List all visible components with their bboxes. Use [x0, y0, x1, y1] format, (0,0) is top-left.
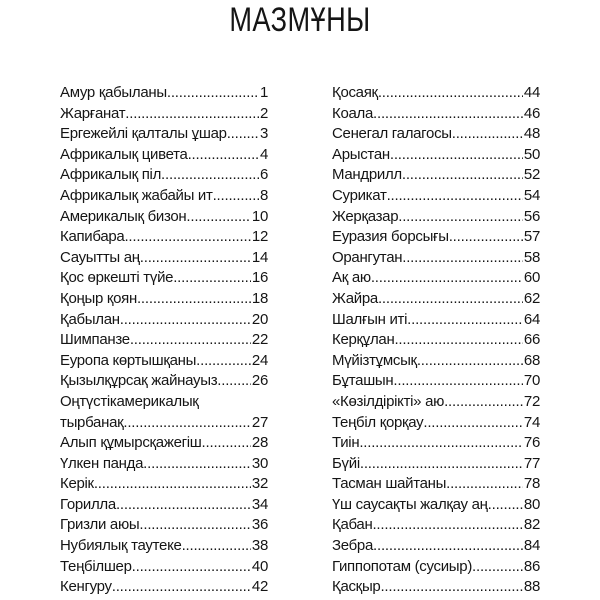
- leader-dots: [417, 351, 523, 372]
- toc-entry-title: Үш саусақты жалқау аң: [332, 495, 488, 513]
- toc-entry: [332, 474, 540, 495]
- toc-entry-title: Шимпанзе: [60, 331, 130, 349]
- toc-entry-page-number: 34: [251, 495, 268, 513]
- toc-entry-title: Африкалық жабайы ит: [60, 186, 213, 204]
- leader-dots: [449, 227, 523, 248]
- toc-entry-page-number: 30: [251, 454, 268, 472]
- toc-entry-title: Оңтүстікамерикалық: [60, 392, 199, 410]
- toc-entry: [332, 433, 540, 454]
- toc-entry: [332, 557, 540, 578]
- leader-dots: [139, 515, 251, 536]
- toc-entry-page-number: 48: [523, 125, 540, 143]
- toc-entry-page-number: 76: [523, 434, 540, 452]
- leader-dots: [132, 557, 251, 578]
- leader-dots: [186, 207, 251, 228]
- leader-dots: [378, 83, 523, 104]
- toc-entry-title: Тасман шайтаны: [332, 475, 447, 493]
- toc-entry-title: Тиін: [332, 434, 360, 452]
- toc-entry: [60, 454, 268, 475]
- toc-entry: [60, 207, 268, 228]
- toc-entry: [60, 392, 268, 413]
- toc-entry-page-number: 66: [523, 331, 540, 349]
- leader-dots: [393, 371, 523, 392]
- toc-entry: [60, 289, 268, 310]
- toc-entry-page-number: 36: [251, 516, 268, 534]
- toc-left-column: [60, 83, 268, 598]
- toc-entry-title: Қоңыр қоян: [60, 289, 137, 307]
- toc-entry-title: Орангутан: [332, 248, 403, 266]
- leader-dots: [120, 310, 251, 331]
- toc-entry: [332, 289, 540, 310]
- toc-entry-page-number: 50: [523, 145, 540, 163]
- toc-entry-title: Бұташын: [332, 372, 394, 390]
- toc-entry: [332, 454, 540, 475]
- toc-entry: [332, 227, 540, 248]
- leader-dots: [161, 165, 259, 186]
- toc-entry: [60, 495, 268, 516]
- toc-entry-page-number: 64: [523, 310, 540, 328]
- toc-entry-title: Керқұлан: [332, 331, 395, 349]
- toc-entry: [332, 186, 540, 207]
- leader-dots: [94, 474, 251, 495]
- leader-dots: [423, 413, 523, 434]
- leader-dots: [373, 104, 523, 125]
- toc-entry: [332, 330, 540, 351]
- toc-entry-title: Еуразия борсығы: [332, 228, 449, 246]
- toc-entry-page-number: 82: [523, 516, 540, 534]
- leader-dots: [446, 474, 523, 495]
- toc-entry-title: Сауытты аң: [60, 248, 140, 266]
- toc-entry: [60, 104, 268, 125]
- toc-entry-title: Қосаяқ: [332, 84, 378, 101]
- toc-entry-page-number: 1: [259, 84, 268, 101]
- toc-entry: [332, 310, 540, 331]
- toc-entry: [332, 207, 540, 228]
- leader-dots: [407, 310, 523, 331]
- toc-entry: [60, 83, 268, 104]
- toc-entry-title: Кенгуру: [60, 578, 112, 596]
- leader-dots: [398, 207, 523, 228]
- toc-entry-title: Амур қабыланы: [60, 84, 167, 101]
- toc-entry: [60, 515, 268, 536]
- toc-entry-page-number: 57: [523, 228, 540, 246]
- leader-dots: [380, 577, 522, 598]
- leader-dots: [173, 268, 251, 289]
- toc-entry: [332, 413, 540, 434]
- toc-entry: [60, 413, 268, 434]
- leader-dots: [227, 124, 259, 145]
- toc-entry-title: Мүйізтұмсық: [332, 351, 417, 369]
- toc-entry-title: Еуропа көртышқаны: [60, 351, 197, 369]
- toc-entry-title: «Көзілдірікті» аю: [332, 392, 445, 410]
- toc-entry-page-number: 86: [523, 557, 540, 575]
- toc-entry: [60, 124, 268, 145]
- toc-entry: [332, 392, 540, 413]
- toc-entry-title: Қос өркешті түйе: [60, 269, 174, 287]
- toc-entry-title: Үлкен панда: [60, 454, 144, 472]
- toc-entry: [332, 515, 540, 536]
- toc-entry-title: Жерқазар: [332, 207, 399, 225]
- toc-entry-title: Теңбілшер: [60, 557, 132, 575]
- toc-entry: [60, 268, 268, 289]
- toc-entry-page-number: 32: [251, 475, 268, 493]
- toc-entry: [332, 495, 540, 516]
- toc-entry-page-number: 2: [259, 104, 268, 122]
- toc-entry-title: Гиппопотам (сусиыр): [332, 557, 473, 575]
- toc-entry-page-number: 20: [251, 310, 268, 328]
- leader-dots: [488, 495, 523, 516]
- leader-dots: [387, 186, 523, 207]
- toc-entry: [332, 268, 540, 289]
- toc-entry: [332, 577, 540, 598]
- toc-entry: [60, 557, 268, 578]
- toc-entry: [60, 248, 268, 269]
- toc-entry-title: Бүйі: [332, 454, 360, 472]
- toc-entry-page-number: 42: [251, 578, 268, 596]
- toc-entry-page-number: 12: [251, 228, 268, 246]
- toc-entry-page-number: 10: [251, 207, 268, 225]
- toc-entry-title: Керік: [60, 475, 94, 493]
- leader-dots: [394, 330, 522, 351]
- leader-dots: [123, 413, 251, 434]
- toc-entry-page-number: 88: [523, 578, 540, 596]
- leader-dots: [116, 495, 251, 516]
- toc-entry-page-number: 44: [523, 84, 540, 101]
- leader-dots: [390, 145, 523, 166]
- toc-entry-title: Ақ аю: [332, 269, 371, 287]
- toc-entry: [332, 104, 540, 125]
- toc-entry: [332, 371, 540, 392]
- toc-entry-page-number: 14: [251, 248, 268, 266]
- toc-entry-title: Капибара: [60, 228, 125, 246]
- toc-entry: [60, 145, 268, 166]
- toc-entry-title: Қабылан: [60, 310, 120, 328]
- toc-entry-title: Шалғын иті: [332, 310, 408, 328]
- leader-dots: [202, 433, 251, 454]
- leader-dots: [402, 165, 523, 186]
- toc-entry-title: Сенегал галагосы: [332, 125, 452, 143]
- toc-entry-title: Африкалық піл: [60, 166, 162, 184]
- toc-entry-page-number: 46: [523, 104, 540, 122]
- toc-entry-page-number: 68: [523, 351, 540, 369]
- toc-entry-page-number: 38: [251, 537, 268, 555]
- toc-entry-page-number: 4: [259, 145, 268, 163]
- toc-entry-page-number: 6: [259, 166, 268, 184]
- toc-entry: [332, 124, 540, 145]
- toc-entry: [60, 433, 268, 454]
- leader-dots: [359, 433, 523, 454]
- toc-entry-title: Америкалық бизон: [60, 207, 187, 225]
- toc-entry-page-number: 54: [523, 186, 540, 204]
- toc-entry-page-number: 27: [251, 413, 268, 431]
- toc-entry-title: Қабан: [332, 516, 373, 534]
- toc-entry: [332, 248, 540, 269]
- toc-entry-title: Теңбіл қорқау: [332, 413, 424, 431]
- leader-dots: [373, 536, 523, 557]
- toc-entry-title: Арыстан: [332, 145, 390, 163]
- toc-entry-title: Ергежейлі қалталы ұшар: [60, 125, 227, 143]
- leader-dots: [213, 186, 259, 207]
- leader-dots: [472, 557, 523, 578]
- toc-entry-title: Нубиялық таутеке: [60, 537, 182, 555]
- toc-entry-page-number: 28: [251, 434, 268, 452]
- toc-entry: [60, 536, 268, 557]
- toc-entry: [332, 83, 540, 104]
- leader-dots: [402, 248, 523, 269]
- leader-dots: [217, 371, 251, 392]
- leader-dots: [167, 83, 259, 104]
- toc-entry-title: Коала: [332, 104, 374, 122]
- toc-entry-page-number: 60: [523, 269, 540, 287]
- toc-entry-page-number: 62: [523, 289, 540, 307]
- toc-entry-page-number: 16: [251, 269, 268, 287]
- toc-entry-page-number: 22: [251, 331, 268, 349]
- toc-entry-page-number: 40: [251, 557, 268, 575]
- toc-entry: [332, 536, 540, 557]
- leader-dots: [188, 145, 259, 166]
- leader-dots: [360, 454, 523, 475]
- toc-entry: [60, 351, 268, 372]
- page-title: МАЗМҰНЫ: [229, 1, 371, 39]
- toc-entry-title: Африкалық цивета: [60, 145, 188, 163]
- toc-entry-title: Сурикат: [332, 186, 387, 204]
- leader-dots: [196, 351, 251, 372]
- leader-dots: [372, 515, 522, 536]
- leader-dots: [124, 227, 250, 248]
- leader-dots: [125, 104, 259, 125]
- toc-entry-page-number: 72: [523, 392, 540, 410]
- toc-entry-page-number: 24: [251, 351, 268, 369]
- toc-entry-title: Жайра: [332, 289, 378, 307]
- toc-entry-title: Мандрилл: [332, 166, 402, 184]
- toc-entry-title: Жарғанат: [60, 104, 126, 122]
- toc-entry-page-number: 78: [523, 475, 540, 493]
- toc-entry: [60, 227, 268, 248]
- leader-dots: [140, 248, 251, 269]
- toc-entry-page-number: 58: [523, 248, 540, 266]
- toc-entry-title: Қызылқұрсақ жайнауыз: [60, 372, 218, 390]
- leader-dots: [452, 124, 523, 145]
- toc-entry: [60, 310, 268, 331]
- leader-dots: [444, 392, 523, 413]
- leader-dots: [182, 536, 251, 557]
- toc-entry: [60, 165, 268, 186]
- toc-entry-page-number: 3: [259, 125, 268, 143]
- toc-entry-title: Горилла: [60, 495, 116, 513]
- toc-entry-page-number: 26: [251, 372, 268, 390]
- toc-entry: [332, 165, 540, 186]
- toc-entry-title: Алып құмырсқажегіш: [60, 434, 202, 452]
- toc-entry-page-number: 52: [523, 166, 540, 184]
- toc-entry-page-number: 80: [523, 495, 540, 513]
- toc-entry: [60, 371, 268, 392]
- leader-dots: [378, 289, 523, 310]
- toc-entry-page-number: 84: [523, 537, 540, 555]
- toc-entry: [60, 186, 268, 207]
- toc-entry-title: тырбанақ: [60, 413, 124, 431]
- toc-entry: [60, 330, 268, 351]
- leader-dots: [137, 289, 251, 310]
- toc-entry-title: Гризли аюы: [60, 516, 140, 534]
- toc-entry: [60, 577, 268, 598]
- toc-entry-page-number: 77: [523, 454, 540, 472]
- toc-entry: [60, 474, 268, 495]
- toc-entry-title: Қасқыр: [332, 578, 381, 596]
- toc-entry-page-number: 70: [523, 372, 540, 390]
- leader-dots: [371, 268, 523, 289]
- toc-entry: [332, 145, 540, 166]
- toc-entry-title: Зебра: [332, 537, 374, 555]
- toc-entry-page-number: 8: [259, 186, 268, 204]
- leader-dots: [130, 330, 251, 351]
- toc-right-column: [332, 83, 540, 598]
- toc-entry-page-number: 74: [523, 413, 540, 431]
- toc-entry-page-number: 18: [251, 289, 268, 307]
- toc-entry-page-number: 56: [523, 207, 540, 225]
- leader-dots: [143, 454, 251, 475]
- toc-entry: [332, 351, 540, 372]
- leader-dots: [112, 577, 251, 598]
